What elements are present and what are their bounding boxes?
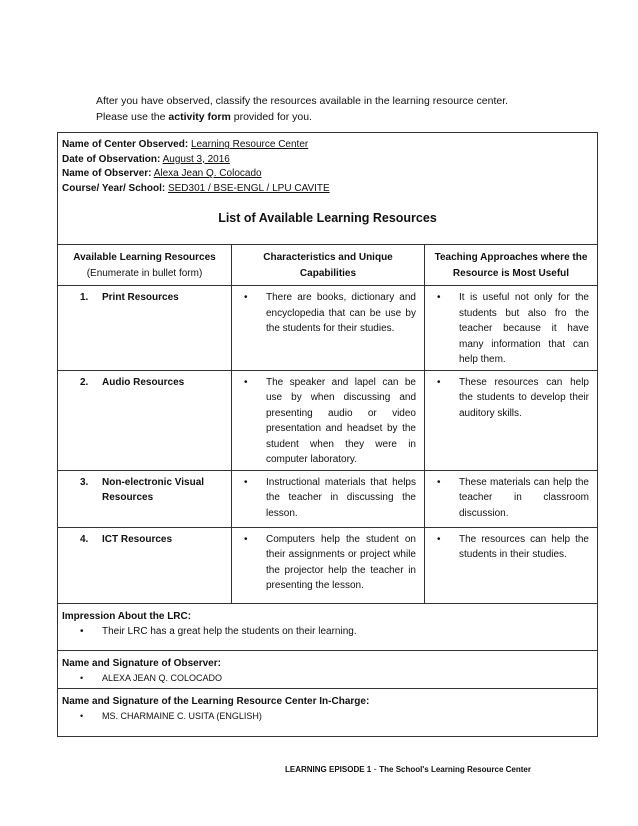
activity-form <box>57 132 598 737</box>
bullet-icon: • <box>244 292 248 303</box>
observer-label: Name of Observer: <box>62 168 152 179</box>
date-value: August 3, 2016 <box>162 153 230 165</box>
center-value: Learning Resource Center <box>190 139 309 150</box>
course-label: Course/ Year/ School: <box>62 182 166 194</box>
footer-title: The School's Learning Resource Center <box>379 765 531 774</box>
approach-text: It is useful not only for the students but also fro the teacher because it have many information that can help them. <box>459 292 589 365</box>
impression-item <box>62 624 593 639</box>
impression-section <box>58 604 597 651</box>
bullet-icon: • <box>80 673 84 683</box>
approach-text: These materials can help the teacher in classroom discussion. <box>459 476 589 519</box>
characteristics-text: Computers help the student on their assignments or project while the projector help the teacher in presenting the lesson. <box>266 533 416 591</box>
resource-name <box>58 286 232 371</box>
footer-separator: - <box>371 764 380 774</box>
resource-number: 4. <box>80 533 89 545</box>
bullet-icon: • <box>244 376 248 388</box>
table-row <box>58 470 597 527</box>
observer-line <box>62 167 593 182</box>
table-row <box>58 286 597 371</box>
date-label: Date of Observation: <box>62 153 161 165</box>
instruction-pre: Please use the <box>96 111 169 123</box>
page-footer <box>285 764 531 774</box>
resource-name <box>58 470 232 527</box>
characteristics-cell <box>232 286 425 371</box>
bullet-icon: • <box>244 533 248 545</box>
header-approaches-title: Teaching Approaches where the Resource is Most Useful <box>434 252 588 279</box>
resources-table-section <box>58 245 597 604</box>
instruction-line-1: After you have observed, classify the resources available in the learning resource center. <box>96 95 509 107</box>
table-row <box>58 527 597 603</box>
characteristics-cell <box>232 370 425 470</box>
course-value: SED301 / BSE-ENGL / LPU CAVITE <box>167 182 330 194</box>
table-header-row <box>58 245 597 286</box>
footer-episode: LEARNING EPISODE 1 <box>285 765 372 774</box>
incharge-signature-text: MS. CHARMAINE C. USITA (ENGLISH) <box>102 711 262 721</box>
bullet-icon: • <box>80 711 84 721</box>
instruction-bold: activity form <box>168 111 231 123</box>
instruction-line-2 <box>96 109 576 125</box>
course-line <box>62 182 593 197</box>
bullet-icon: • <box>244 476 248 488</box>
bullet-icon: • <box>437 476 441 488</box>
header-characteristics <box>232 245 425 286</box>
approach-cell <box>425 370 598 470</box>
approach-cell <box>425 527 598 603</box>
header-resources-sub: (Enumerate in bullet form) <box>86 268 203 279</box>
instruction-post: provided for you. <box>230 111 312 123</box>
header-approaches <box>425 245 598 286</box>
impression-text: Their LRC has a great help the students on their learning. <box>102 626 357 637</box>
incharge-signature-label: Name and Signature of the Learning Resource Center In-Charge: <box>62 696 370 707</box>
center-label: Name of Center Observed: <box>62 139 189 150</box>
characteristics-cell <box>232 527 425 603</box>
header-resources-title: Available Learning Resources <box>73 252 216 263</box>
observer-signature-item <box>62 671 593 686</box>
observer-signature-text: ALEXA JEAN Q. COLOCADO <box>102 673 223 683</box>
resource-name <box>58 370 232 470</box>
resource-name-text: ICT Resources <box>102 533 173 545</box>
bullet-icon: • <box>80 626 84 637</box>
instructions <box>96 93 576 125</box>
resource-name-text: Audio Resources <box>102 376 185 388</box>
characteristics-cell <box>232 470 425 527</box>
observer-signature-section <box>58 651 597 689</box>
observation-info <box>58 133 597 245</box>
approach-cell <box>425 470 598 527</box>
bullet-icon: • <box>437 376 441 388</box>
approach-cell <box>425 286 598 371</box>
center-line <box>62 138 593 153</box>
characteristics-text: Instructional materials that helps the teacher in discussing the lesson. <box>266 476 416 519</box>
observer-value: Alexa Jean Q. Colocado <box>153 168 262 179</box>
header-resources <box>58 245 232 286</box>
characteristics-text: The speaker and lapel can be use by when discussing and presenting audio or video presentation and headset by the student when they were in computer laboratory. <box>266 376 416 465</box>
incharge-signature-section <box>58 689 597 736</box>
resource-number: 1. <box>80 292 89 303</box>
observer-signature-label: Name and Signature of Observer: <box>62 658 221 669</box>
approach-text: These resources can help the students to develop their auditory skills. <box>459 376 589 419</box>
incharge-signature-item <box>62 709 593 724</box>
resource-name-text: Print Resources <box>102 292 179 303</box>
resource-name-text: Non-electronic Visual Resources <box>102 476 205 503</box>
impression-label: Impression About the LRC: <box>62 611 192 622</box>
characteristics-text: There are books, dictionary and encyclopedia that can be use by the students for their studies. <box>266 292 416 334</box>
resources-table <box>58 245 597 603</box>
bullet-icon: • <box>437 292 441 303</box>
header-characteristics-title: Characteristics and Unique Capabilities <box>263 252 393 279</box>
resource-number: 2. <box>80 376 89 388</box>
table-row <box>58 370 597 470</box>
list-title: List of Available Learning Resources <box>218 211 437 225</box>
approach-text: The resources can help the students in their studies. <box>459 533 589 560</box>
resource-name <box>58 527 232 603</box>
bullet-icon: • <box>437 533 441 545</box>
resource-number: 3. <box>80 476 89 488</box>
date-line <box>62 153 593 168</box>
